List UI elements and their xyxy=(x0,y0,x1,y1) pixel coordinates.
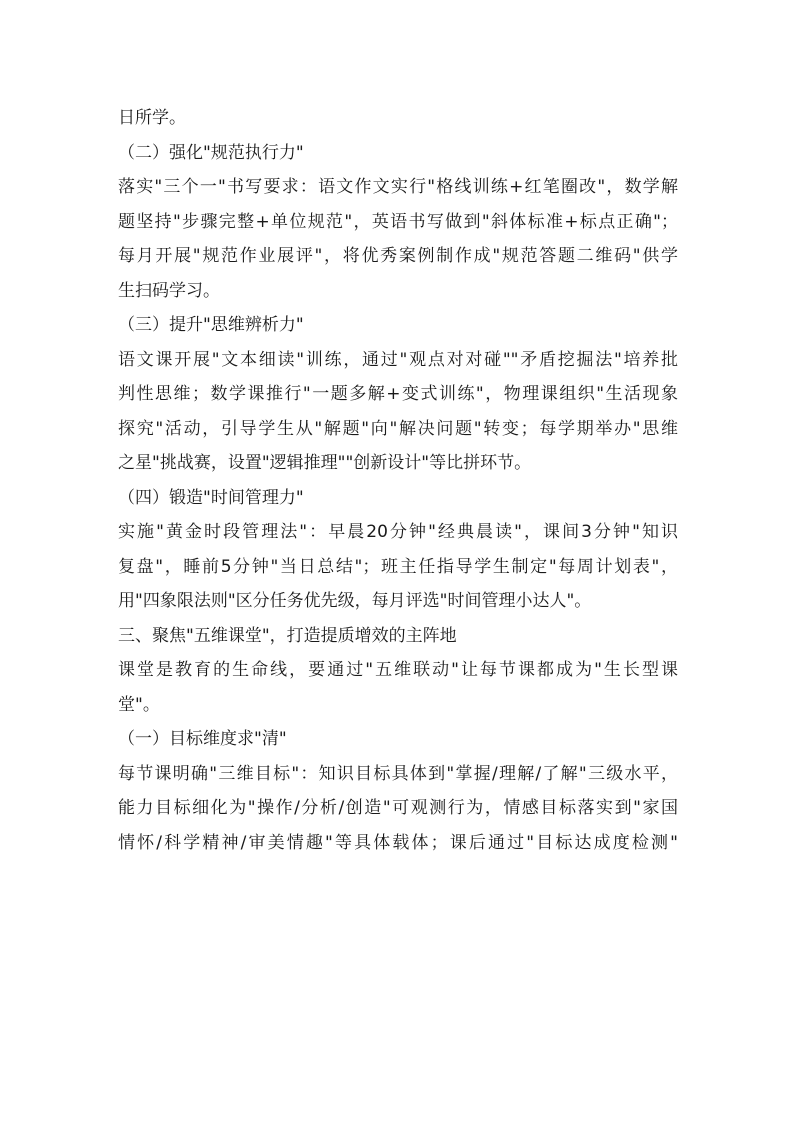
heading-text: 三、聚焦"五维课堂"，打造提质增效的主阵地 xyxy=(118,625,457,646)
text-line: 判性思维；数学课推行"一题多解+变式训练"，物理课组织"生活现象 xyxy=(118,384,678,404)
heading-text: （三）提升"思维辨析力" xyxy=(118,315,304,335)
paragraph-continuation xyxy=(118,101,678,136)
text-line: 生扫码学习。 xyxy=(118,280,220,301)
text-line: 每月开展"规范作业展评"，将优秀案例制作成"规范答题二维码"供学 xyxy=(118,246,678,266)
text-line: 能力目标细化为"操作/分析/创造"可观测行为，情感目标落实到"家国 xyxy=(118,798,678,818)
text-line: 语文课开展"文本细读"训练，通过"观点对对碰""矛盾挖掘法"培养批 xyxy=(118,349,678,370)
section-heading-1 xyxy=(118,722,678,757)
heading-text: （二）强化"规范执行力" xyxy=(118,142,304,163)
text-line: 探究"活动，引导学生从"解题"向"解决问题"转变；每学期举办"思维 xyxy=(118,418,678,439)
section-heading-4 xyxy=(118,481,678,516)
paragraph-classroom xyxy=(118,653,678,722)
paragraph-thinking xyxy=(118,343,678,481)
paragraph-time-management xyxy=(118,515,678,619)
text-line: 题坚持"步骤完整+单位规范"，英语书写做到"斜体标准+标点正确"； xyxy=(118,211,678,232)
document-body xyxy=(118,101,678,860)
section-heading-2 xyxy=(118,136,678,171)
chapter-heading-3 xyxy=(118,619,678,654)
text-line: 落实"三个一"书写要求：语文作文实行"格线训练+红笔圈改"，数学解 xyxy=(118,177,678,197)
text-line: 堂"。 xyxy=(118,694,160,715)
text-line: 用"四象限法则"区分任务优先级，每月评选"时间管理小达人"。 xyxy=(118,591,592,611)
heading-text: （四）锻造"时间管理力" xyxy=(118,487,304,508)
text-line: 实施"黄金时段管理法"：早晨20分钟"经典晨读"，课间3分钟"知识 xyxy=(118,522,678,542)
text-line: 复盘"，睡前5分钟"当日总结"；班主任指导学生制定"每周计划表"， xyxy=(118,556,678,577)
paragraph-goals xyxy=(118,757,678,861)
text-line: 课堂是教育的生命线，要通过"五维联动"让每节课都成为"生长型课 xyxy=(118,660,678,680)
text-line: 日所学。 xyxy=(118,108,186,128)
text-line: 情怀/科学精神/审美情趣"等具体载体；课后通过"目标达成度检测" xyxy=(118,832,678,853)
heading-text: （一）目标维度求"清" xyxy=(118,729,287,749)
paragraph-standards xyxy=(118,170,678,308)
section-heading-3 xyxy=(118,308,678,343)
text-line: 之星"挑战赛，设置"逻辑推理""创新设计"等比拼环节。 xyxy=(118,453,532,473)
text-line: 每节课明确"三维目标"：知识目标具体到"掌握/理解/了解"三级水平， xyxy=(118,763,678,784)
